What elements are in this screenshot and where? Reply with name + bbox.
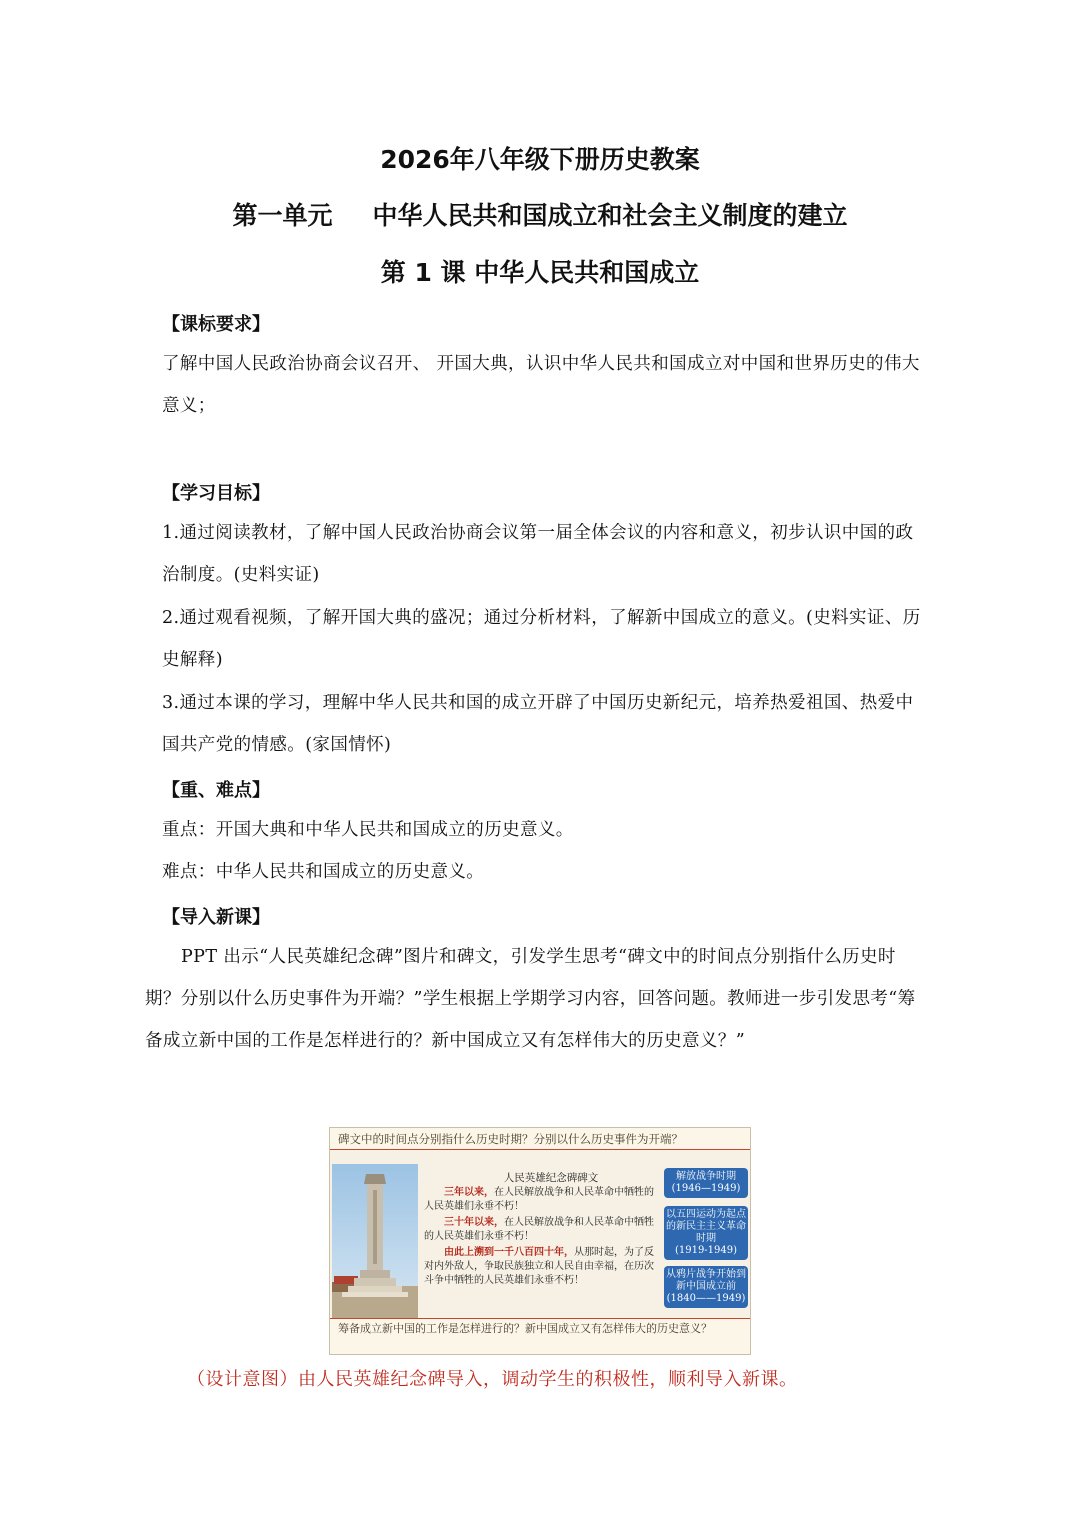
inscription-title: 人民英雄纪念碑碑文 [503, 1172, 599, 1184]
period-box [664, 1206, 748, 1260]
period-label: 解放战争时期 [676, 1171, 736, 1182]
unit-heading [0, 196, 1080, 232]
unit-label: 第一单元 [232, 201, 333, 230]
monument-slide-image [329, 1127, 751, 1355]
key-points-heading: 【重、难点】 [162, 780, 270, 801]
monument-photo [332, 1164, 418, 1324]
inscription-rest: 在人民解放战争和人民革命中牺牲的人民英雄们永垂不朽！ [424, 1187, 654, 1212]
standards-heading: 【课标要求】 [162, 314, 270, 335]
period-years: (1919-1949) [674, 1245, 738, 1256]
objective-item: 3.通过本课的学习，理解中华人民共和国的成立开辟了中国历史新纪元，培养热爱祖国、热爱中国共产党的情感。(家国情怀) [162, 693, 914, 755]
inscription-lead: 三十年以来， [444, 1217, 504, 1228]
period-box [664, 1168, 748, 1198]
inscription-rest: 从那时起，为了反对内外敌人，争取民族独立和人民自由幸福，在历次斗争中牺牲的人民英雄们永垂不朽！ [424, 1247, 654, 1286]
inscription-line [424, 1246, 658, 1288]
inscription-lead: 由此上溯到一千八百四十年， [444, 1247, 574, 1258]
unit-title: 中华人民共和国成立和社会主义制度的建立 [372, 201, 848, 230]
lesson-title: 第 1 课 中华人民共和国成立 [380, 258, 700, 287]
key-point-text: 重点：开国大典和中华人民共和国成立的历史意义。 [162, 820, 574, 840]
inscription-line [424, 1186, 658, 1214]
design-intent-note: （设计意图）由人民英雄纪念碑导入，调动学生的积极性，顺利导入新课。 [187, 1369, 798, 1390]
period-label: 从鸦片战争开始到新中国成立前 [666, 1269, 746, 1292]
standards-text: 了解中国人民政治协商会议召开、 开国大典，认识中华人民共和国成立对中国和世界历史的伟大意义； [162, 354, 920, 416]
inscription-rest: 在人民解放战争和人民革命中牺牲的人民英雄们永垂不朽！ [424, 1217, 654, 1242]
difficult-point-text: 难点：中华人民共和国成立的历史意义。 [162, 862, 485, 882]
intro-text: PPT 出示“人民英雄纪念碑”图片和碑文，引发学生思考“碑文中的时间点分别指什么历史时期？分别以什么历史事件为开端？”学生根据上学期学习内容，回答问题。教师进一步引发思考“筹备成立新中国的工作是怎样进行的？新中国成立又有怎样伟大的历史意义？” [145, 947, 916, 1051]
slide-footer-question: 筹备成立新中国的工作是怎样进行的？新中国成立又有怎样伟大的历史意义？ [330, 1318, 750, 1354]
inscription-line [424, 1216, 658, 1244]
objective-item: 2.通过观看视频，了解开国大典的盛况；通过分析材料，了解新中国成立的意义。(史料实证、历史解释) [162, 608, 921, 670]
inscription-lead: 三年以来， [444, 1187, 494, 1198]
slide-question: 碑文中的时间点分别指什么历史时期？分别以什么历史事件为开端？ [330, 1128, 750, 1150]
period-box [664, 1266, 748, 1308]
period-years: (1840——1949) [666, 1293, 746, 1304]
objectives-heading: 【学习目标】 [162, 483, 270, 504]
intro-heading: 【导入新课】 [162, 907, 270, 928]
inscription-body [424, 1186, 658, 1290]
objective-item: 1.通过阅读教材，了解中国人民政治协商会议第一届全体会议的内容和意义，初步认识中国的政治制度。(史料实证) [162, 523, 914, 585]
period-years: (1946—1949) [671, 1183, 741, 1194]
period-label: 以五四运动为起点的新民主主义革命时期 [666, 1209, 746, 1244]
document-title: 2026年八年级下册历史教案 [380, 145, 700, 174]
